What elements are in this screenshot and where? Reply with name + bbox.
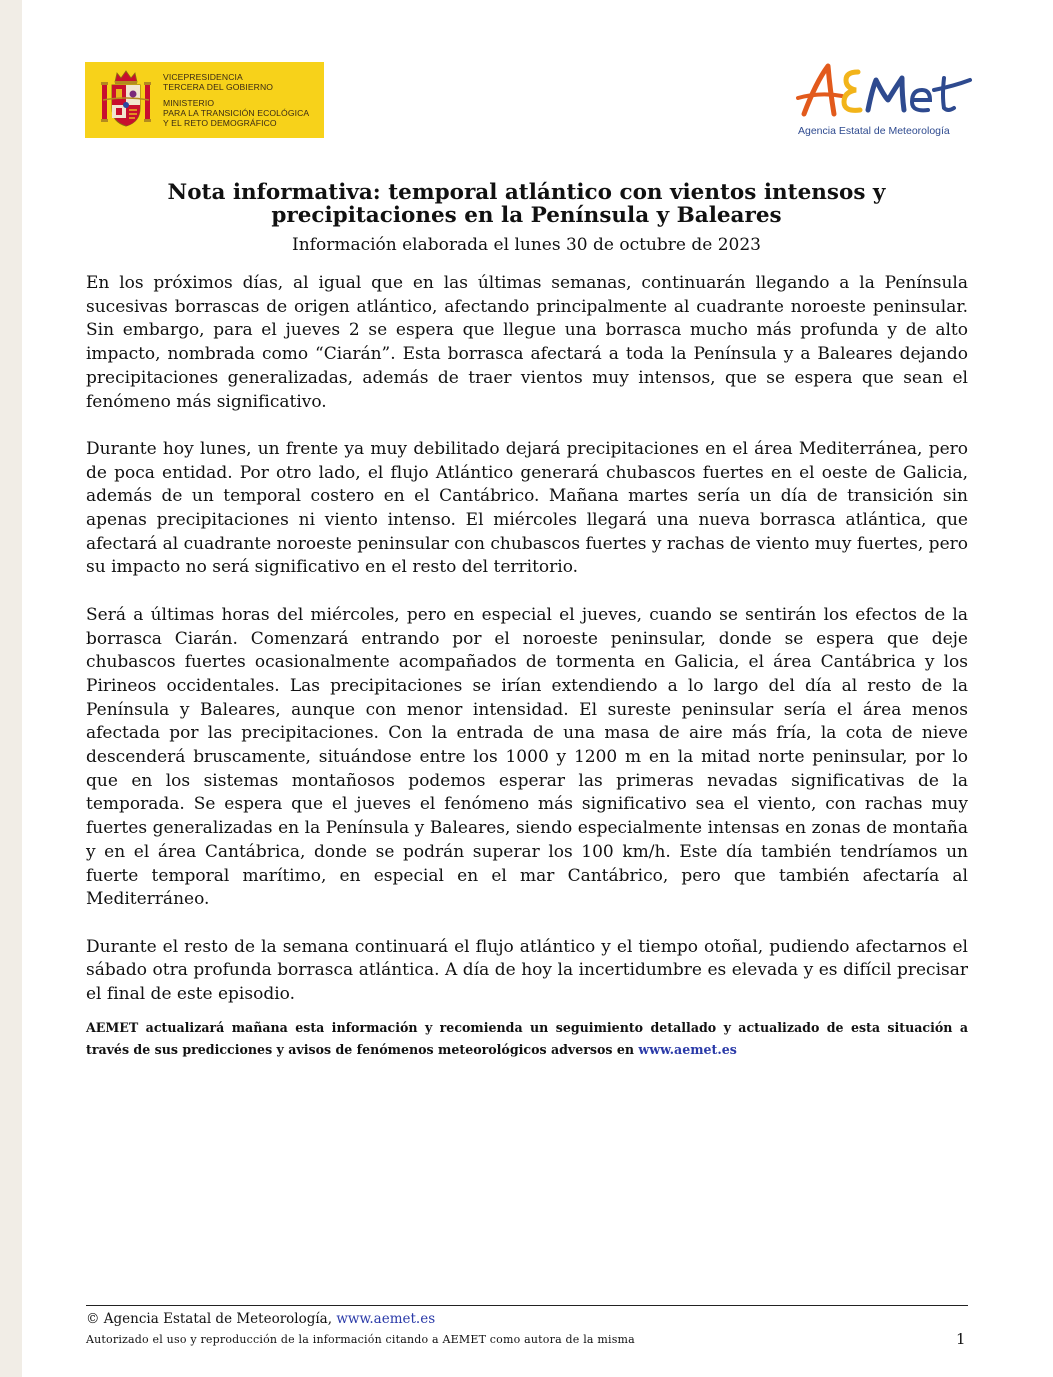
body-paragraph: En los próximos días, al igual que en las últimas semanas, continuarán llegando a la Península sucesivas borrascas de origen atlántico, afectando principalmente al cuadrante noroeste peninsular. Sin embargo, para el jueves 2 se espera que llegue una borrasca mucho más profunda y de alto impacto, nombrada como “Ciarán”. Esta borrasca afectará a toda la Península y a Baleares dejando precipitaciones generalizadas, además de traer vientos muy intensos, que se espera que sean el fenómeno más significativo. — [86, 273, 968, 412]
aemet-logo-subtitle: Agencia Estatal de Meteorología — [798, 125, 950, 137]
document-page — [22, 0, 1053, 1377]
government-logo — [85, 62, 324, 138]
footer-authorization: Autorizado el uso y reproducción de la información citando a AEMET como autora de la misma — [86, 1333, 635, 1346]
footer-copyright — [86, 1310, 435, 1328]
update-notice-text: AEMET actualizará mañana esta información y recomienda un seguimiento detallado y actualizado de esta situación a través de sus predicciones y avisos de fenómenos meteorológicos adversos en — [86, 1020, 968, 1057]
aemet-wordmark-icon — [794, 60, 974, 124]
gov-logo-line: Y EL RETO DEMOGRÁFICO — [163, 118, 277, 128]
footer-divider — [86, 1305, 968, 1306]
gov-logo-line: TERCERA DEL GOBIERNO — [163, 82, 274, 92]
footer-copyright-text: © Agencia Estatal de Meteorología, — [86, 1311, 337, 1327]
page-number: 1 — [956, 1330, 966, 1348]
aemet-website-link[interactable]: www.aemet.es — [638, 1042, 737, 1057]
government-logo-text — [163, 72, 309, 128]
document-body — [86, 272, 968, 1030]
footer-website-link[interactable]: www.aemet.es — [336, 1311, 436, 1327]
body-paragraph: Será a últimas horas del miércoles, pero en especial el jueves, cuando se sentirán los efectos de la borrasca Ciarán. Comenzará entrando por el noroeste peninsular, donde se espera que deje chubascos fuertes ocasionalmente acompañados de tormenta en Galicia, el área Cantábrica y los Pirineos occidentales. Las precipitaciones se irían extendiendo a lo largo del día al resto de la Península y Baleares, aunque con menor intensidad. El sureste peninsular sería el área menos afectada por las precipitaciones. Con la entrada de una masa de aire más fría, la cota de nieve descenderá bruscamente, situándose entre los 1000 y 1200 m en la mitad norte peninsular, por lo que en los sistemas montañosos podemos esperar las primeras nevadas significativas de la temporada. Se espera que el jueves el fenómeno más significativo sea el viento, con rachas muy fuertes generalizadas en la Península y Baleares, siendo especialmente intensas en zonas de montaña y en el área Cantábrica, donde se podrán superar los 100 km/h. Este día también tendríamos un fuerte temporal marítimo, en especial en el mar Cantábrico, pero que también afectaría al Mediterráneo. — [86, 604, 968, 910]
document-title-line: precipitaciones en la Península y Baleares — [271, 203, 782, 228]
gov-logo-line: PARA LA TRANSICIÓN ECOLÓGICA — [163, 108, 310, 118]
gov-logo-line: VICEPRESIDENCIA — [163, 72, 243, 82]
body-paragraph: Durante el resto de la semana continuará el flujo atlántico y el tiempo otoñal, pudiendo afectarnos el sábado otra profunda borrasca atlántica. A día de hoy la incertidumbre es elevada y es difícil precisar el final de este episodio. — [86, 936, 968, 1005]
aemet-logo — [794, 60, 974, 142]
document-subtitle: Información elaborada el lunes 30 de octubre de 2023 — [292, 235, 761, 255]
update-notice — [86, 1017, 968, 1061]
body-paragraph: Durante hoy lunes, un frente ya muy debilitado dejará precipitaciones en el área Mediterránea, pero de poca entidad. Por otro lado, el flujo Atlántico generará chubascos fuertes en el oeste de Galicia, además de un temporal costero en el Cantábrico. Mañana martes sería un día de transición sin apenas precipitaciones ni viento intenso. El miércoles llegará una nueva borrasca atlántica, que afectará al cuadrante noroeste peninsular con chubascos fuertes y rachas de viento muy fuertes, pero su impacto no será significativo en el resto del territorio. — [86, 438, 968, 578]
document-title-line: Nota informativa: temporal atlántico con vientos intensos y — [167, 180, 886, 205]
document-title — [85, 181, 968, 227]
gov-logo-line: MINISTERIO — [163, 98, 215, 108]
coat-of-arms-icon — [101, 70, 151, 130]
